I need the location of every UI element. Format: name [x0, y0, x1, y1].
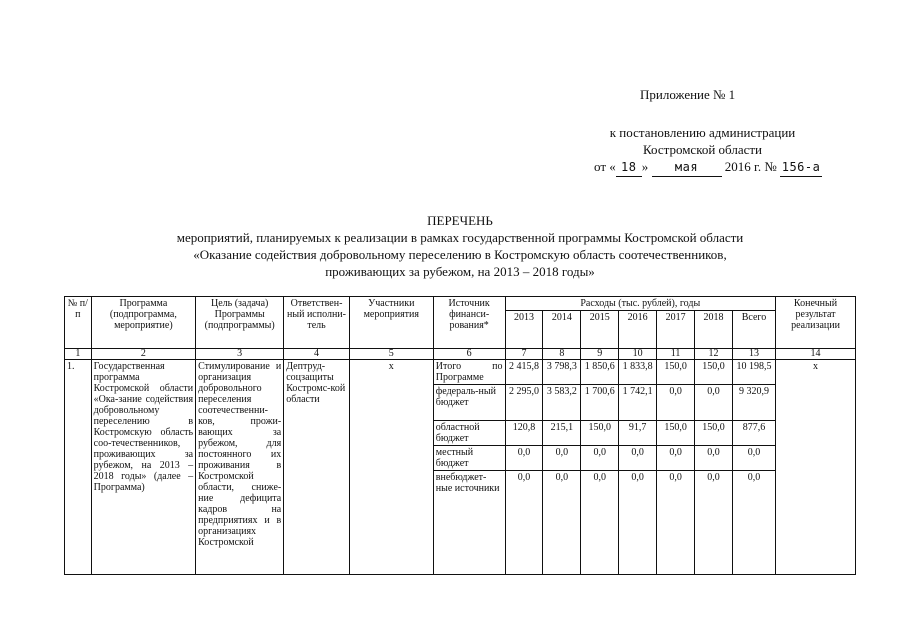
funding-total: 0,0	[732, 446, 775, 471]
funding-value: 0,0	[695, 471, 733, 575]
funding-value: 1 833,8	[619, 360, 657, 385]
header-source: Источник финанси-рования*	[433, 297, 505, 349]
title-line-1: ПЕРЕЧЕНЬ	[427, 213, 493, 228]
funding-value: 3 583,2	[543, 385, 581, 421]
funding-value: 150,0	[695, 421, 733, 446]
funding-source: местный бюджет	[433, 446, 505, 471]
header-program: Программа (подпрограмма, мероприятие)	[91, 297, 196, 349]
program-cell: Государственная программа Костромской области «Ока-зание содействия добровольному переселению в Костромскую область соо-течественников, проживающих за рубежом, на 2013 – 2018 годы» (далее – Программа)	[91, 360, 196, 575]
decree-date-line	[590, 158, 821, 177]
funding-value: 3 798,3	[543, 360, 581, 385]
document-title	[60, 212, 860, 280]
column-number: 2	[91, 349, 196, 360]
column-numbers-row	[65, 349, 856, 360]
funding-value: 0,0	[543, 471, 581, 575]
funding-value: 0,0	[505, 471, 543, 575]
result-cell: х	[776, 360, 856, 575]
funding-value: 0,0	[657, 385, 695, 421]
decree-line-1: к постановлению администрации	[609, 125, 796, 140]
funding-value: 0,0	[657, 446, 695, 471]
date-mid: »	[641, 159, 649, 174]
header-responsible: Ответствен-ный исполни-тель	[284, 297, 350, 349]
funding-value: 120,8	[505, 421, 543, 446]
column-number: 14	[776, 349, 856, 360]
funding-value: 2 295,0	[505, 385, 543, 421]
header-year: 2013	[505, 311, 543, 349]
funding-value: 1 850,6	[581, 360, 619, 385]
participants-cell: х	[349, 360, 433, 575]
header-year: 2015	[581, 311, 619, 349]
column-number: 1	[65, 349, 92, 360]
funding-value: 2 415,8	[505, 360, 543, 385]
funding-value: 0,0	[619, 446, 657, 471]
column-number: 13	[732, 349, 775, 360]
goal-cell: Стимулирование и организация добровольного переселения соотечественни-ков, прожи-вающих за рубежом, для постоянного их проживания в Костромской области, сниже-ние дефицита кадров на предприятиях и в организациях Костромской	[196, 360, 284, 575]
date-prefix: от «	[594, 159, 616, 174]
funding-value: 91,7	[619, 421, 657, 446]
funding-value: 150,0	[695, 360, 733, 385]
column-number: 5	[349, 349, 433, 360]
funding-source: Итого по Программе	[433, 360, 505, 385]
funding-source: федераль-ный бюджет	[433, 385, 505, 421]
date-month: мая	[652, 159, 722, 177]
column-number: 3	[196, 349, 284, 360]
funding-value: 0,0	[695, 385, 733, 421]
funding-value: 150,0	[657, 421, 695, 446]
funding-value: 0,0	[505, 446, 543, 471]
table-header-row	[65, 297, 856, 311]
funding-total: 0,0	[732, 471, 775, 575]
column-number: 9	[581, 349, 619, 360]
header-no: № п/п	[65, 297, 92, 349]
title-line-3: «Оказание содействия добровольному переселению в Костромскую область соотечественников,	[193, 247, 727, 262]
funding-value: 150,0	[581, 421, 619, 446]
funding-value: 0,0	[657, 471, 695, 575]
title-line-2: мероприятий, планируемых к реализации в рамках государственной программы Костромской области	[176, 230, 744, 245]
funding-value: 0,0	[619, 471, 657, 575]
header-year: 2018	[695, 311, 733, 349]
funding-value: 0,0	[695, 446, 733, 471]
funding-source: внебюджет-ные источники	[433, 471, 505, 575]
funding-value: 0,0	[543, 446, 581, 471]
funding-source: областной бюджет	[433, 421, 505, 446]
header-total: Всего	[732, 311, 775, 349]
header-year: 2016	[619, 311, 657, 349]
funding-value: 1 742,1	[619, 385, 657, 421]
title-line-4: проживающих за рубежом, на 2013 – 2018 годы»	[325, 264, 595, 279]
date-day: 18	[616, 159, 642, 177]
decree-line-2: Костромской области	[642, 142, 763, 157]
header-result: Конечный результат реализации	[776, 297, 856, 349]
funding-value: 215,1	[543, 421, 581, 446]
funding-total: 877,6	[732, 421, 775, 446]
column-number: 6	[433, 349, 505, 360]
funding-total: 9 320,9	[732, 385, 775, 421]
column-number: 4	[284, 349, 350, 360]
header-year: 2017	[657, 311, 695, 349]
table-row	[65, 360, 856, 385]
measures-table	[64, 296, 856, 575]
column-number: 10	[619, 349, 657, 360]
funding-value: 0,0	[581, 471, 619, 575]
column-number: 11	[657, 349, 695, 360]
responsible-cell: Дептруд-соцзащиты Костромс-кой области	[284, 360, 350, 575]
funding-value: 150,0	[657, 360, 695, 385]
header-goal: Цель (задача) Программы (подпрограммы)	[196, 297, 284, 349]
decree-number: 156-а	[780, 159, 822, 177]
header-year: 2014	[543, 311, 581, 349]
funding-value: 0,0	[581, 446, 619, 471]
column-number: 12	[695, 349, 733, 360]
date-year: 2016 г. №	[724, 159, 777, 174]
column-number: 8	[543, 349, 581, 360]
header-expenses: Расходы (тыс. рублей), годы	[505, 297, 776, 311]
header-participants: Участники мероприятия	[349, 297, 433, 349]
funding-total: 10 198,5	[732, 360, 775, 385]
column-number: 7	[505, 349, 543, 360]
decree-reference	[590, 124, 821, 177]
row-number: 1.	[65, 360, 92, 575]
funding-value: 1 700,6	[581, 385, 619, 421]
appendix-label: Приложение № 1	[640, 87, 736, 102]
